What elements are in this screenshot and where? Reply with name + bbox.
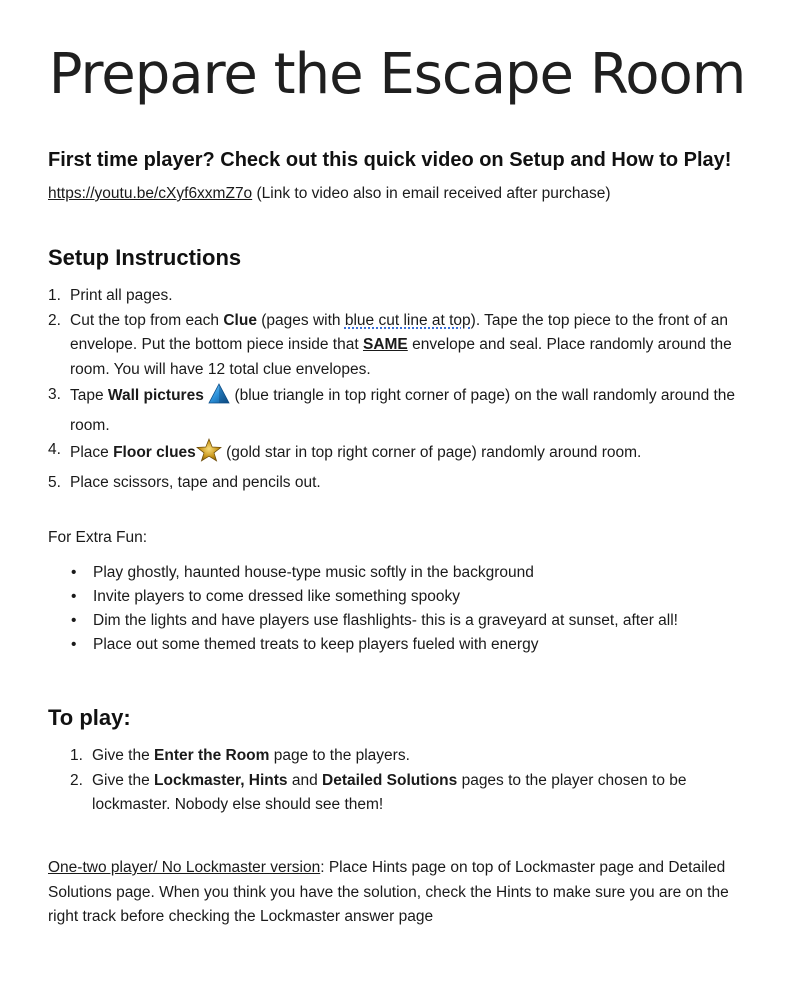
- video-link[interactable]: https://youtu.be/cXyf6xxmZ7o: [48, 185, 253, 202]
- extra-fun-list: [70, 561, 750, 657]
- list-item: 3. Tape Wall pictures (blue triangle in top right corner of page) on the wall randomly around the room.: [48, 383, 748, 438]
- bullet-icon: •: [71, 588, 77, 605]
- bullet-icon: •: [71, 612, 77, 629]
- bullet-icon: •: [71, 636, 77, 653]
- list-item: 1. Print all pages.: [48, 287, 173, 304]
- list-item: 5. Place scissors, tape and pencils out.: [48, 473, 321, 491]
- to-play-steps-list: [70, 744, 730, 818]
- list-item: 4. Place Floor clues (gold star in top right corner of page) randomly around room.: [48, 438, 748, 471]
- extra-fun-label: For Extra Fun:: [48, 529, 148, 546]
- blue-triangle-icon: [208, 383, 230, 414]
- list-item: 1. Give the Enter the Room page to the players.: [70, 747, 410, 764]
- list-item: • Dim the lights and have players use flashlights- this is a graveyard at sunset, after all!: [70, 609, 750, 633]
- one-two-player-paragraph: One-two player/ No Lockmaster version: Place Hints page on top of Lockmaster page and Detailed Solutions page. When you think you have the solution, check the Hints to make sure you are on the right track before checking the Lockmaster answer page: [48, 859, 729, 925]
- page-title: Prepare the Escape Room: [48, 42, 746, 107]
- to-play-heading: To play:: [48, 705, 131, 730]
- one-two-player-label: One-two player/ No Lockmaster version: [48, 859, 321, 876]
- list-item: 2. Give the Lockmaster, Hints and Detailed Solutions pages to the player chosen to be lockmaster. Nobody else should see them!: [70, 771, 687, 814]
- bullet-icon: •: [71, 564, 77, 581]
- setup-steps-list: [48, 284, 748, 496]
- list-item: 2. Cut the top from each Clue (pages with blue cut line at top). Tape the top piece to the front of an envelope. Put the bottom piece inside that SAME envelope and seal. Place randomly around the room. You will have 12 total clue envelopes.: [48, 311, 732, 379]
- setup-heading: Setup Instructions: [48, 245, 242, 270]
- video-link-note: (Link to video also in email received after purchase): [252, 185, 611, 202]
- emphasis-same: SAME: [362, 336, 408, 354]
- list-item: • Invite players to come dressed like something spooky: [70, 585, 750, 609]
- list-item: • Play ghostly, haunted house-type music softly in the background: [70, 561, 750, 585]
- first-time-heading: First time player? Check out this quick video on Setup and How to Play!: [48, 149, 732, 171]
- list-item: • Place out some themed treats to keep players fueled with energy: [70, 633, 750, 657]
- video-line: [48, 182, 611, 206]
- spellcheck-underlined-text: blue cut line at top: [344, 311, 471, 329]
- gold-star-icon: [196, 438, 222, 471]
